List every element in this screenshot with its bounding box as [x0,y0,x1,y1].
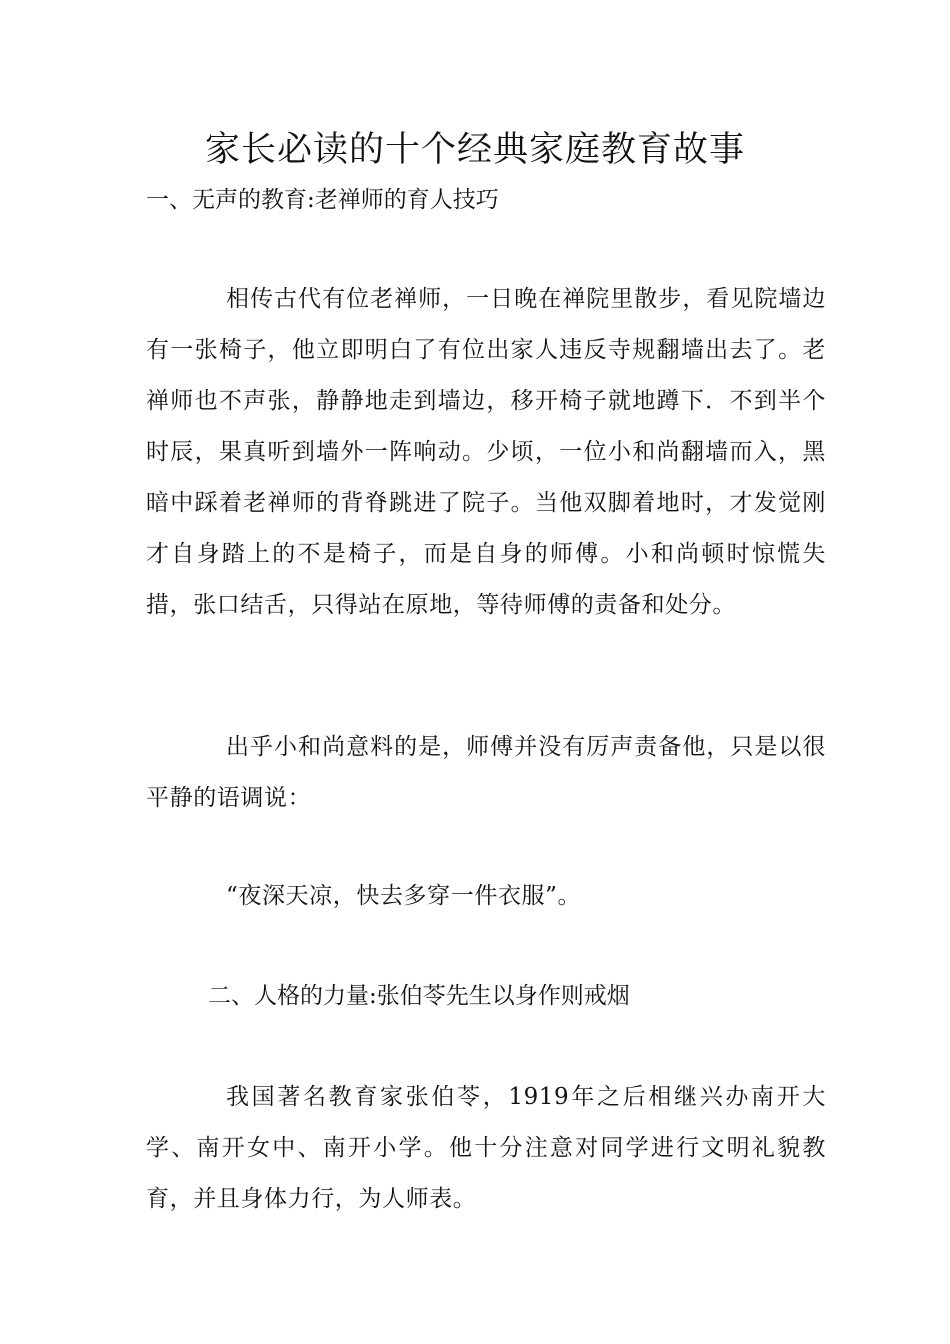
section2-paragraph-1: 我国著名教育家张伯苓，1919年之后相继兴办南开大学、南开女中、南开小学。他十分注意对同学进行文明礼貌教育，并且身体力行，为人师表。 [146,1084,826,1212]
document-title: 家长必读的十个经典家庭教育故事 [204,130,745,170]
section1-paragraph-2: 出乎小和尚意料的是，师傅并没有厉声责备他，只是以很平静的语调说： [146,734,826,811]
section1-quote: “夜深天凉，快去多穿一件衣服”。 [226,883,582,909]
section1-paragraph-1: 相传古代有位老禅师，一日晚在禅院里散步，看见院墙边有一张椅子，他立即明白了有位出家人违反寺规翻墙出去了。老禅师也不声张，静静地走到墙边，移开椅子就地蹲下．不到半个时辰，果真听到墙外一阵响动。少顷，一位小和尚翻墙而入，黑暗中踩着老禅师的背脊跳进了院子。当他双脚着地时，才发觉刚才自身踏上的不是椅子，而是自身的师傅。小和尚顿时惊慌失措，张口结舌，只得站在原地，等待师傅的责备和处分。 [146,286,826,618]
section-heading-1: 一、无声的教育:老禅师的育人技巧 [146,187,499,213]
section-heading-2: 二、人格的力量:张伯苓先生以身作则戒烟 [208,983,630,1009]
